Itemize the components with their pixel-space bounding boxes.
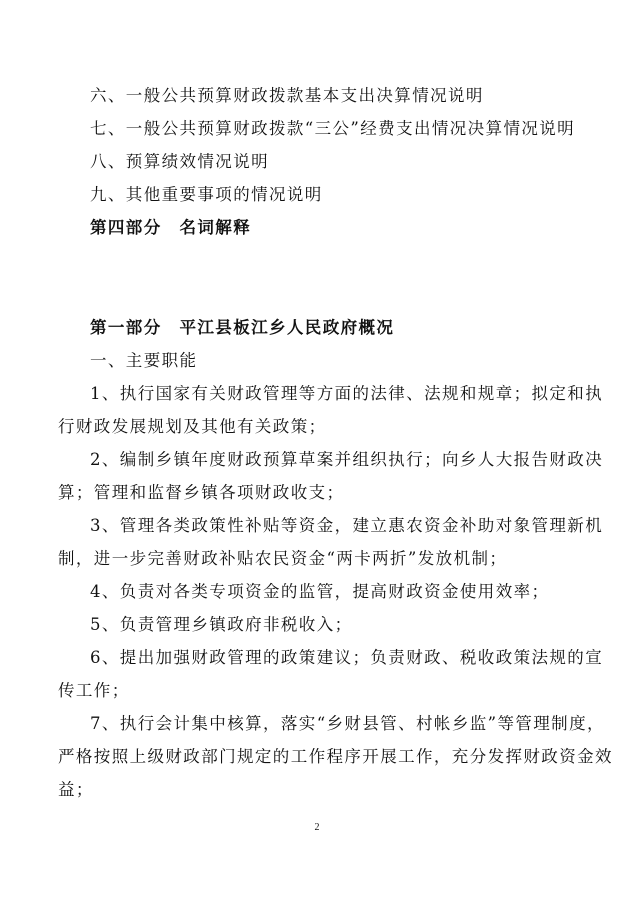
section-1-subheading: 一、主要职能 bbox=[90, 351, 198, 370]
duty-3-line-2: 制，进一步完善财政补贴农民资金“两卡两折”发放机制； bbox=[58, 549, 508, 568]
duty-7-line-1: 7、执行会计集中核算，落实“乡财县管、村帐乡监”等管理制度， bbox=[90, 714, 605, 733]
duty-2-line-1: 2、编制乡镇年度财政预算草案并组织执行；向乡人大报告财政决 bbox=[90, 450, 604, 469]
duty-7-line-3: 益； bbox=[58, 780, 94, 799]
duty-5: 5、负责管理乡镇政府非税收入； bbox=[90, 615, 353, 634]
duty-4: 4、负责对各类专项资金的监管，提高财政资金使用效率； bbox=[90, 582, 550, 601]
duty-6-line-2: 传工作； bbox=[58, 681, 130, 700]
toc-item-9: 九、其他重要事项的情况说明 bbox=[90, 185, 323, 204]
duty-1-line-1: 1、执行国家有关财政管理等方面的法律、法规和规章；拟定和执 bbox=[90, 384, 604, 403]
toc-item-6: 六、一般公共预算财政拨款基本支出决算情况说明 bbox=[90, 86, 484, 105]
toc-part-4-heading: 第四部分 名词解释 bbox=[90, 218, 252, 237]
page-number: 2 bbox=[314, 822, 320, 833]
toc-item-7: 七、一般公共预算财政拨款“三公”经费支出情况决算情况说明 bbox=[90, 119, 576, 138]
duty-6-line-1: 6、提出加强财政管理的政策建议；负责财政、税收政策法规的宣 bbox=[90, 648, 604, 667]
duty-2-line-2: 算；管理和监督乡镇各项财政收支； bbox=[58, 483, 345, 502]
section-1-heading: 第一部分 平江县板江乡人民政府概况 bbox=[90, 318, 395, 337]
duty-3-line-1: 3、管理各类政策性补贴等资金，建立惠农资金补助对象管理新机 bbox=[90, 516, 604, 535]
toc-item-8: 八、预算绩效情况说明 bbox=[90, 152, 269, 171]
duty-1-line-2: 行财政发展规划及其他有关政策； bbox=[58, 417, 327, 436]
duty-7-line-2: 严格按照上级财政部门规定的工作程序开展工作，充分发挥财政资金效 bbox=[58, 747, 613, 766]
